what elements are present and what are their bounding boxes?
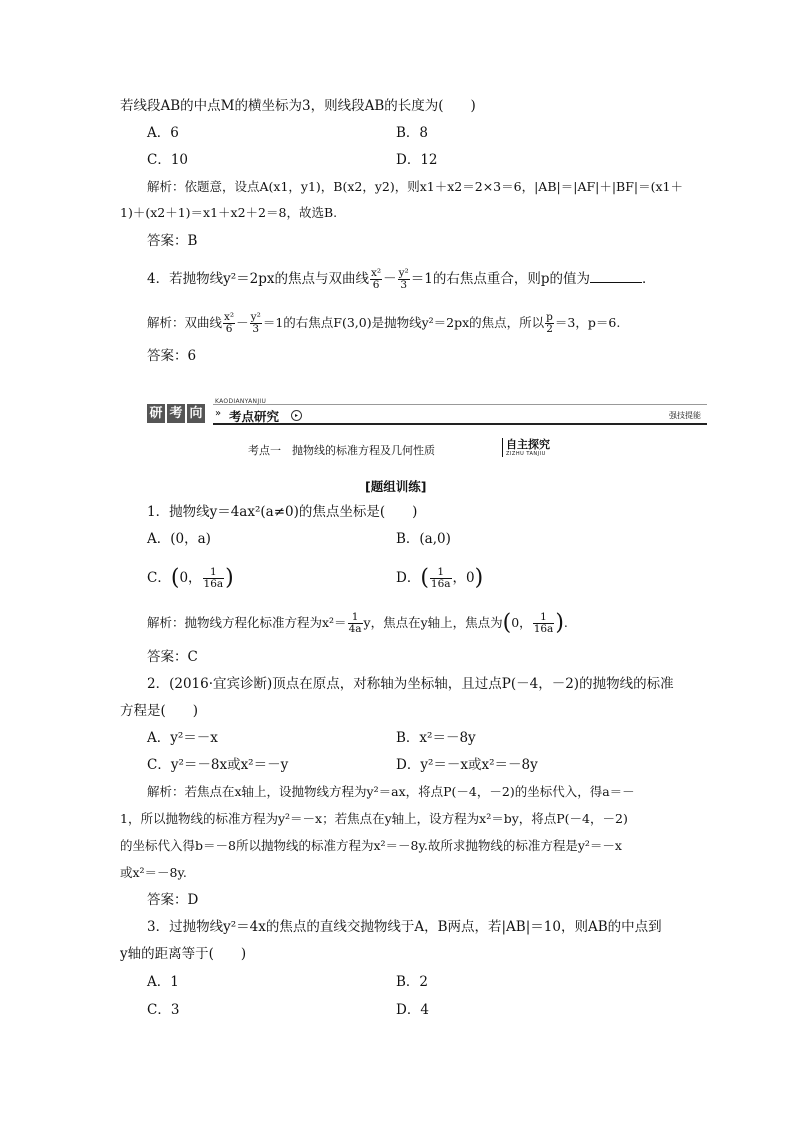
play-circle-icon: ▸: [291, 410, 302, 421]
solution-line: 或x²＝－8y.: [120, 865, 187, 880]
banner-rule: [213, 423, 707, 425]
section-title: 考点一 抛物线的标准方程及几何性质: [248, 444, 435, 457]
paren: (: [502, 610, 512, 636]
option-b: B．(a,0): [396, 531, 451, 547]
solution-text: 解析：双曲线: [147, 315, 223, 330]
option-b: B．8: [396, 125, 429, 141]
paren: ): [225, 565, 234, 591]
answer: 答案：B: [147, 233, 198, 249]
numerator: x²: [370, 267, 382, 279]
solution-text: ＝3，p＝6.: [554, 315, 621, 330]
denominator: 3: [252, 323, 260, 335]
option-d: D．12: [396, 152, 438, 168]
option-d: D．y²＝－x或x²＝－8y: [396, 757, 538, 773]
option-a: A．1: [147, 974, 179, 990]
solution-line: [147, 312, 620, 335]
solution-line: 1，所以抛物线的标准方程为y²＝－x；若焦点在y轴上，设方程为x²＝by，将点P(－4，－2): [120, 811, 628, 826]
option-text: 0，: [179, 570, 202, 586]
solution-line: 解析：若焦点在x轴上，设抛物线方程为y²＝ax，将点P(－4，－2)的坐标代入，得a＝－: [147, 784, 635, 799]
fraction: [533, 612, 555, 635]
banner-pinyin: KAODIANYANJIU: [215, 398, 267, 405]
solution-text: ＝1的右焦点F(3,0)是抛物线y²＝2px的焦点，所以: [262, 315, 545, 330]
banner-boxes: [147, 404, 207, 423]
option-c: C．3: [147, 1002, 180, 1018]
solution-text: 解析：抛物线方程化标准方程为x²＝: [147, 615, 347, 630]
fraction: [250, 312, 262, 335]
tag-text: 自主探究: [506, 438, 550, 451]
denominator: 16a: [203, 578, 224, 590]
question-stem: 若线段AB的中点M的横坐标为3，则线段AB的长度为( ): [120, 98, 476, 114]
paren: (: [170, 565, 180, 591]
numerator: y²: [250, 311, 261, 323]
answer: 答案：D: [147, 892, 199, 908]
banner-box: 考: [167, 404, 185, 423]
numerator: 1: [348, 612, 363, 624]
paren: ): [474, 565, 484, 591]
banner-box: 向: [187, 404, 205, 423]
denominator: 6: [225, 323, 233, 335]
option-a: A．(0，a): [147, 531, 211, 547]
tag-pinyin: ZIZHU TANJIU: [506, 451, 546, 457]
solution-line: 的坐标代入得b＝－8所以抛物线的标准方程为x²＝－8y.故所求抛物线的标准方程是y²＝－x: [120, 838, 622, 853]
minus-sign: －: [236, 315, 249, 330]
paren: (: [420, 565, 429, 591]
solution-text: .: [563, 615, 568, 630]
option-c: [147, 567, 234, 590]
section-banner: [147, 396, 707, 426]
answer: 答案：6: [147, 348, 197, 364]
solution-text: y，焦点在y轴上，焦点为: [363, 615, 503, 630]
denominator: 16a: [430, 578, 451, 590]
question-stem: 1．抛物线y＝4ax²(a≠0)的焦点坐标是( ): [147, 504, 418, 520]
option-b: B．x²＝－8y: [396, 730, 476, 746]
option-text: ，0: [452, 570, 475, 586]
answer-blank: [590, 270, 642, 283]
fraction: [430, 567, 452, 590]
minus-sign: －: [383, 271, 397, 287]
option-b: B．2: [396, 974, 429, 990]
fraction: [223, 312, 235, 335]
banner-right-label: 强技提能: [669, 411, 701, 420]
solution-line: 解析：依题意，设点A(x1，y1)，B(x2，y2)，则x1＋x2＝2×3＝6，|AB|＝|AF|＋|BF|＝(x1＋: [147, 179, 684, 194]
option-d: D．4: [396, 1002, 429, 1018]
stem-text: 4．若抛物线y²＝2px的焦点与双曲线: [147, 271, 369, 287]
chevron-icon: »: [215, 408, 222, 419]
option-label: C．: [147, 570, 171, 586]
denominator: 3: [400, 279, 408, 291]
question-stem: y轴的距离等于( ): [120, 946, 247, 962]
question-stem: 2．(2016·宜宾诊断)顶点在原点，对称轴为坐标轴，且过点P(－4，－2)的抛物线的标准: [147, 676, 674, 692]
section-tag: [502, 438, 550, 457]
option-c: C．10: [147, 152, 189, 168]
stem-text: ＝1的右焦点重合，则p的值为: [410, 271, 591, 287]
fraction: [398, 268, 410, 291]
question-stem: 方程是( ): [120, 703, 199, 719]
question-stem: 3．过抛物线y²＝4x的焦点的直线交抛物线于A，B两点，若|AB|＝10，则AB的中点到: [147, 919, 662, 935]
option-d: [396, 567, 483, 590]
numerator: 1: [430, 567, 452, 579]
numerator: 1: [203, 567, 225, 579]
solution-line: 1)＋(x2＋1)＝x1＋x2＋2＝8，故选B.: [120, 205, 338, 220]
option-a: A．6: [147, 125, 179, 141]
banner-box: 研: [147, 404, 165, 423]
denominator: 16a: [533, 623, 554, 635]
numerator: y²: [398, 267, 409, 279]
denominator: 6: [372, 279, 380, 291]
solution-text: 0，: [511, 615, 532, 630]
solution-line: [147, 612, 568, 635]
answer: 答案：C: [147, 649, 198, 665]
banner-title: 考点研究: [229, 409, 280, 424]
option-a: A．y²＝－x: [147, 730, 218, 746]
banner-thin-rule: [213, 404, 707, 405]
paren: ): [555, 610, 564, 636]
question-stem: 4．若抛物线y²＝2px的焦点与双曲线 $\frac{\text{x²}}{6}$ － $\frac{\text{y²}}{3}$ ＝1的右焦点重合，则p的值为 ．: [147, 267, 656, 291]
numerator: p: [546, 311, 553, 323]
fraction: [370, 268, 382, 291]
option-label: D．: [396, 570, 421, 586]
group-heading: [题组训练]: [365, 479, 427, 494]
denominator: 4a: [348, 623, 362, 635]
fraction: [545, 312, 554, 335]
numerator: x²: [224, 311, 235, 323]
option-c: C．y²＝－8x或x²＝－y: [147, 757, 289, 773]
fraction: [203, 567, 225, 590]
numerator: 1: [533, 612, 555, 624]
denominator: 2: [546, 323, 553, 335]
fraction: [348, 612, 363, 635]
